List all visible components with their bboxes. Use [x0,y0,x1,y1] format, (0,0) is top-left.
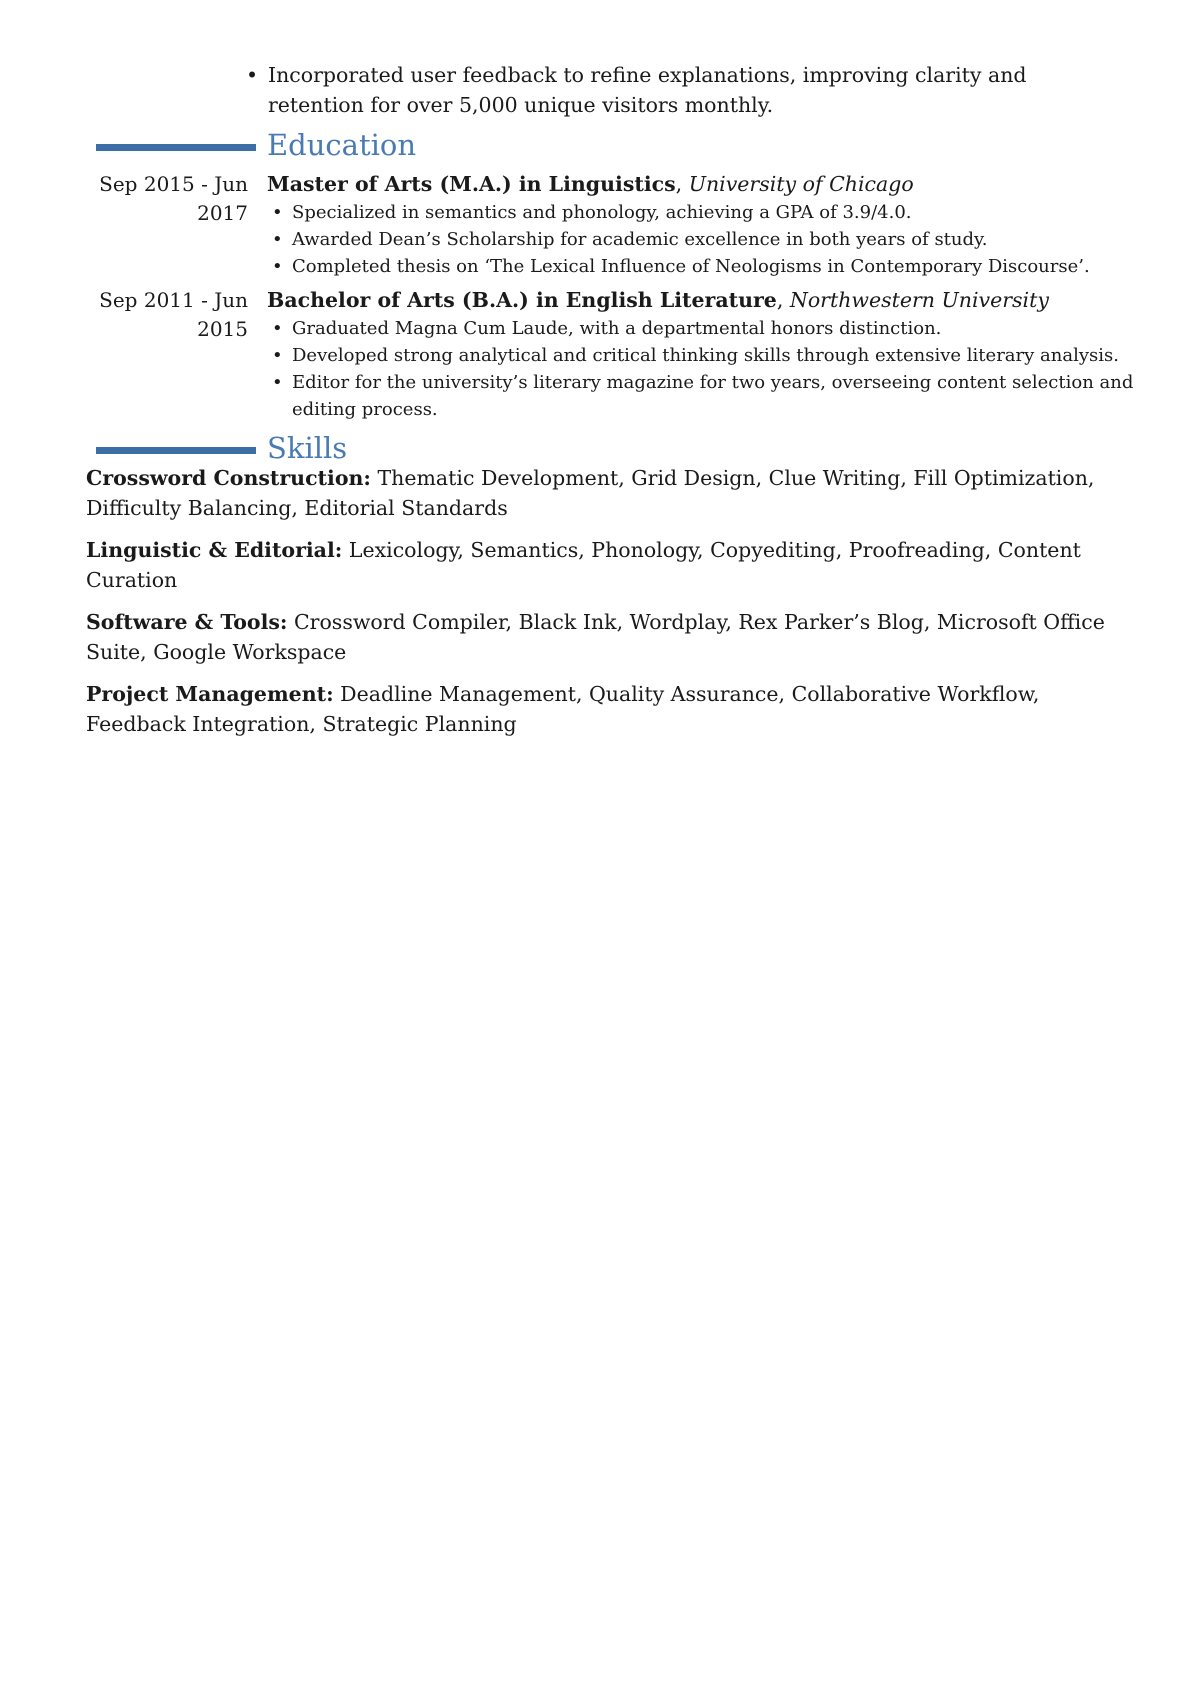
bullet-marker: • [272,202,283,223]
skills-list [86,463,1116,751]
education-date [80,286,248,344]
list-item [267,199,1187,226]
skill-values: Deadline Management, Quality Assurance, Collaborative Workflow, Feedback Integration, Strategic Planning [86,682,1040,736]
education-date-line: 2015 [197,317,248,341]
bullet-text: Editor for the university’s literary magazine for two years, overseeing content selection and editing process. [292,372,1134,420]
bullet-text: Graduated Magna Cum Laude, with a departmental honors distinction. [292,318,942,339]
skill-row [86,463,1116,523]
education-bullets [267,315,1187,423]
skill-row [86,607,1116,667]
education-body [267,286,1187,423]
skill-category: Software & Tools: [86,610,288,634]
section-accent-bar [96,447,256,454]
education-date [80,170,248,228]
education-date-line: Sep 2011 - Jun [99,288,248,312]
skill-values: Crossword Compiler, Black Ink, Wordplay, Rex Parker’s Blog, Microsoft Office Suite, Google Workspace [86,610,1105,664]
education-section-header [96,128,1096,162]
institution-name: Northwestern University [789,288,1049,312]
list-item [267,369,1187,423]
education-body [267,170,1187,280]
bullet-text: Awarded Dean’s Scholarship for academic excellence in both years of study. [292,229,988,250]
list-item [267,253,1187,280]
degree-name: Master of Arts (M.A.) in Linguistics [267,172,676,196]
skill-category: Linguistic & Editorial: [86,538,343,562]
institution-name: University of Chicago [688,172,914,196]
skill-category: Project Management: [86,682,334,706]
separator: , [776,288,790,312]
carry-over-bullet [246,60,1108,120]
skills-section-header [96,431,1096,465]
bullet-marker: • [272,372,283,393]
skill-values: Thematic Development, Grid Design, Clue Writing, Fill Optimization, Difficulty Balancing, Editorial Standards [86,466,1095,520]
skill-row [86,679,1116,739]
education-heading: Education [267,128,417,162]
bullet-text: Specialized in semantics and phonology, achieving a GPA of 3.9/4.0. [292,202,912,223]
bullet-marker: • [272,345,283,366]
education-date-line: Sep 2015 - Jun [99,172,248,196]
degree-name: Bachelor of Arts (B.A.) in English Literature [267,288,777,312]
skills-heading: Skills [267,431,348,465]
list-item [267,342,1187,369]
education-title [267,286,1187,315]
education-date-line: 2017 [197,201,248,225]
bullet-marker: • [272,256,283,277]
separator: , [675,172,689,196]
bullet-marker: • [272,229,283,250]
bullet-text: Developed strong analytical and critical thinking skills through extensive literary analysis. [292,345,1119,366]
list-item [267,315,1187,342]
list-item [267,226,1187,253]
skill-row [86,535,1116,595]
skill-values: Lexicology, Semantics, Phonology, Copyediting, Proofreading, Content Curation [86,538,1081,592]
education-title [267,170,1187,199]
bullet-marker: • [246,63,259,87]
bullet-text: Completed thesis on ‘The Lexical Influence of Neologisms in Contemporary Discourse’. [292,256,1090,277]
section-accent-bar [96,144,256,151]
skill-category: Crossword Construction: [86,466,371,490]
education-bullets [267,199,1187,280]
bullet-marker: • [272,318,283,339]
bullet-text: Incorporated user feedback to refine explanations, improving clarity and retention for over 5,000 unique visitors monthly. [268,63,1027,117]
